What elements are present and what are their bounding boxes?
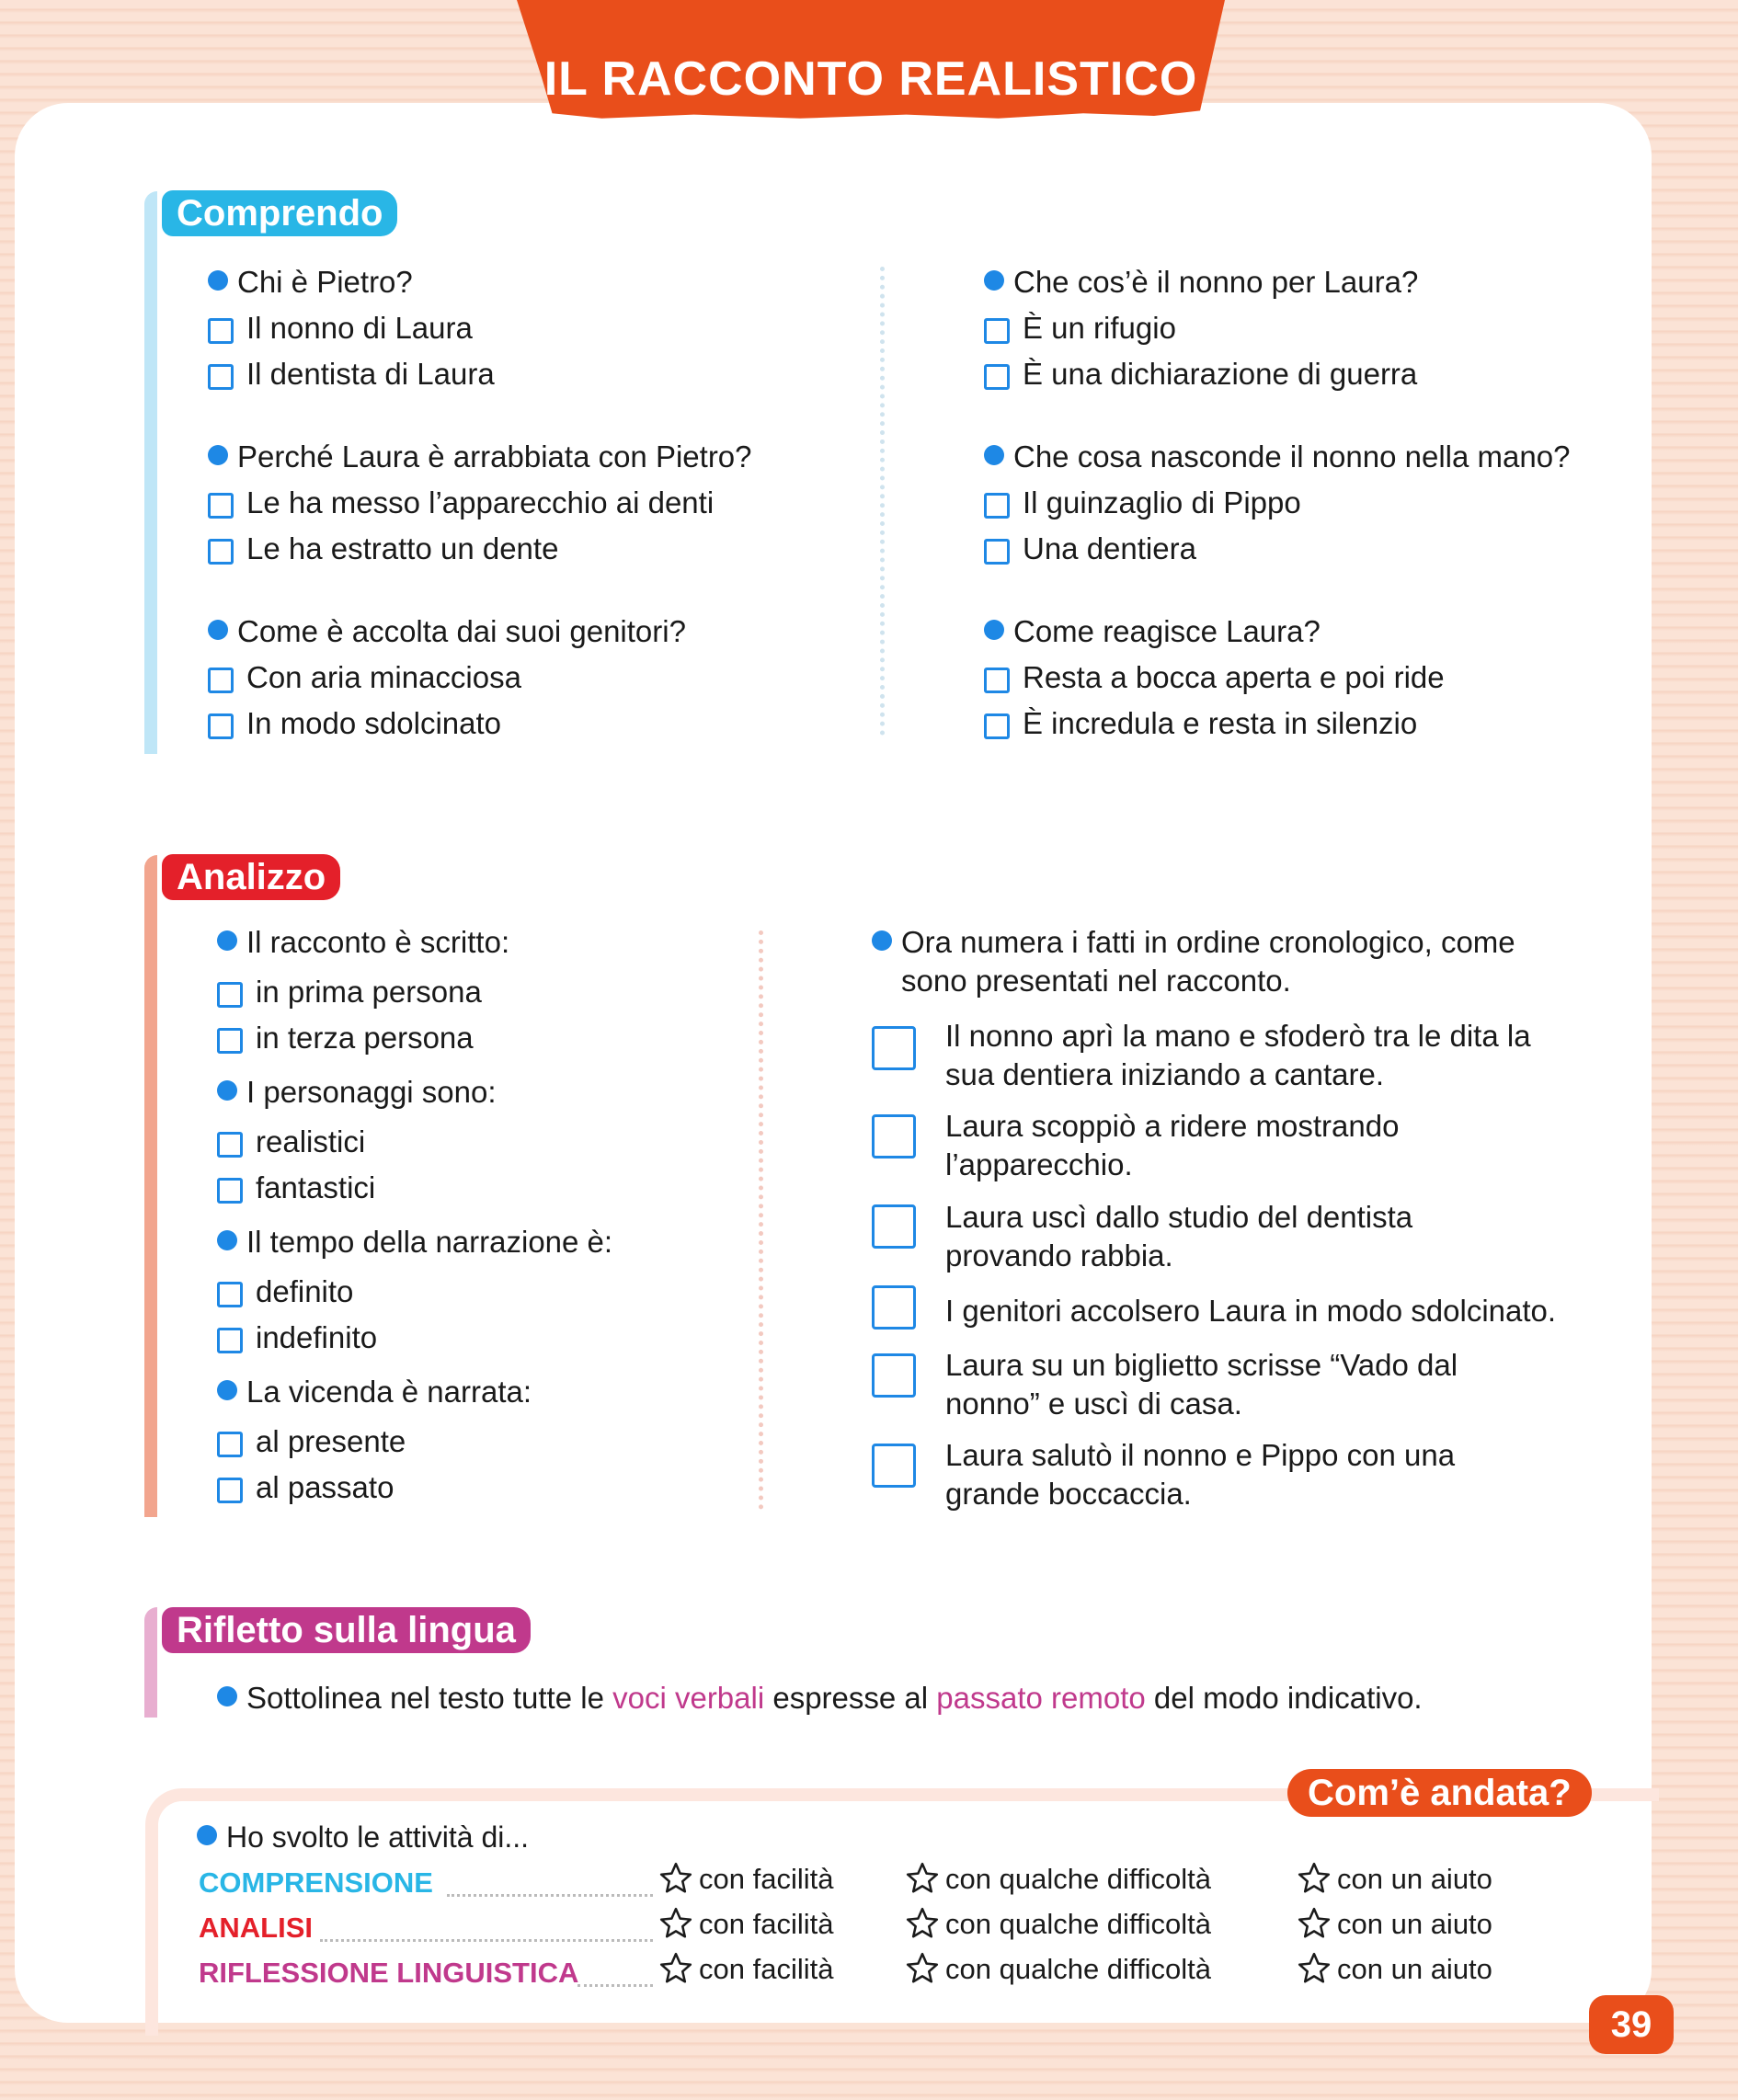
rifletto-tag: Rifletto sulla lingua — [162, 1607, 531, 1653]
order-number-box[interactable] — [872, 1444, 916, 1488]
fact-line: sua dentiera iniziando a cantare. — [945, 1057, 1384, 1091]
comprendo-tag: Comprendo — [162, 190, 397, 236]
instruction-accent: passato remoto — [936, 1681, 1146, 1715]
bullet-icon — [984, 620, 1004, 640]
rifletto-instruction — [217, 1681, 1423, 1716]
order-number-box[interactable] — [872, 1204, 916, 1249]
fact-line: Il nonno aprì la mano e sfoderò tra le dita la — [945, 1019, 1531, 1053]
bullet-icon — [197, 1825, 217, 1845]
rating-option[interactable] — [1297, 1951, 1492, 1993]
answer-option[interactable] — [984, 311, 1176, 346]
fact-line: I genitori accolsero Laura in modo sdolcinato. — [945, 1294, 1557, 1328]
rating-option[interactable] — [1297, 1906, 1492, 1948]
option-label: Le ha messo l’apparecchio ai denti — [246, 485, 715, 519]
category-label: ANALISI — [199, 1912, 313, 1944]
comprendo-bar — [144, 191, 157, 754]
checkbox[interactable] — [984, 364, 1010, 390]
checkbox[interactable] — [984, 668, 1010, 693]
question — [217, 1225, 612, 1260]
rating-label: con qualche difficoltà — [945, 1953, 1211, 1985]
option-label: Resta a bocca aperta e poi ride — [1023, 660, 1445, 694]
instruction-text: espresse al — [764, 1681, 937, 1715]
option-label: Il nonno di Laura — [246, 311, 473, 345]
answer-option[interactable] — [217, 1320, 377, 1355]
answer-option[interactable] — [208, 706, 501, 741]
checkbox[interactable] — [984, 539, 1010, 565]
question — [208, 614, 686, 649]
star-icon[interactable] — [658, 1951, 693, 1993]
fact-text — [945, 1017, 1607, 1094]
rating-label: con un aiuto — [1337, 1863, 1492, 1895]
option-label: È una dichiarazione di guerra — [1023, 357, 1418, 391]
checkbox[interactable] — [217, 982, 243, 1008]
chronology-question-cont: sono presentati nel racconto. — [901, 964, 1291, 998]
rating-option[interactable] — [658, 1906, 833, 1948]
instruction-text: Sottolinea nel testo tutte le — [246, 1681, 613, 1715]
rifletto-bar — [144, 1607, 157, 1718]
checkbox[interactable] — [208, 713, 234, 739]
category-label: COMPRENSIONE — [199, 1866, 433, 1899]
dotted-leader — [577, 1984, 653, 1987]
rating-option[interactable] — [905, 1951, 1211, 1993]
rating-label: con facilità — [699, 1908, 834, 1940]
rating-label: con un aiuto — [1337, 1953, 1492, 1985]
answer-option[interactable] — [984, 660, 1445, 695]
rating-label: con qualche difficoltà — [945, 1908, 1211, 1940]
rating-label: con facilità — [699, 1863, 834, 1895]
fact-line: Laura salutò il nonno e Pippo con una — [945, 1438, 1456, 1472]
analizzo-tag: Analizzo — [162, 854, 340, 900]
option-label: È incredula e resta in silenzio — [1023, 706, 1418, 740]
rating-label: con facilità — [699, 1953, 834, 1985]
answer-option[interactable] — [984, 706, 1417, 741]
instruction-text: del modo indicativo. — [1145, 1681, 1423, 1715]
answer-option[interactable] — [984, 357, 1417, 392]
checkbox[interactable] — [217, 1178, 243, 1204]
checkbox[interactable] — [984, 713, 1010, 739]
star-icon[interactable] — [658, 1906, 693, 1948]
dotted-leader — [447, 1894, 653, 1897]
bullet-icon — [984, 270, 1004, 291]
evaluation-intro: Ho svolto le attività di... — [197, 1820, 529, 1855]
option-label: In modo sdolcinato — [246, 706, 502, 740]
comprendo-divider — [880, 267, 885, 736]
rating-option[interactable] — [658, 1861, 833, 1903]
option-label: in prima persona — [256, 975, 482, 1009]
answer-option[interactable] — [217, 1170, 375, 1205]
answer-option[interactable] — [217, 1021, 474, 1056]
answer-option[interactable] — [217, 1274, 353, 1309]
question — [984, 614, 1321, 649]
checkbox[interactable] — [984, 493, 1010, 519]
option-label: al passato — [256, 1470, 394, 1504]
option-label: definito — [256, 1274, 354, 1308]
question-text: Che cos’è il nonno per Laura? — [1013, 265, 1419, 299]
checkbox[interactable] — [217, 1028, 243, 1054]
star-icon[interactable] — [905, 1906, 940, 1948]
question — [984, 265, 1418, 300]
question-text: I personaggi sono: — [246, 1075, 497, 1109]
bullet-icon — [208, 445, 228, 465]
star-icon[interactable] — [1297, 1951, 1332, 1993]
answer-option[interactable] — [984, 531, 1196, 566]
evaluation-tag: Com’è andata? — [1287, 1769, 1592, 1817]
question-text: Perché Laura è arrabbiata con Pietro? — [237, 439, 752, 474]
chronology-question: Ora numera i fatti in ordine cronologico, come — [872, 925, 1515, 960]
question-text: Il tempo della narrazione è: — [246, 1225, 613, 1259]
checkbox[interactable] — [208, 493, 234, 519]
dotted-leader — [320, 1939, 653, 1942]
checkbox[interactable] — [217, 1432, 243, 1457]
checkbox[interactable] — [217, 1328, 243, 1353]
fact-line: l’apparecchio. — [945, 1147, 1133, 1181]
option-label: Il guinzaglio di Pippo — [1023, 485, 1301, 519]
checkbox[interactable] — [208, 668, 234, 693]
fact-line: nonno” e uscì di casa. — [945, 1387, 1242, 1421]
checkbox[interactable] — [217, 1282, 243, 1307]
bullet-icon — [217, 930, 237, 951]
question — [208, 265, 413, 300]
fact-text — [945, 1346, 1607, 1423]
bullet-icon — [217, 1230, 237, 1250]
question-text: Il racconto è scritto: — [246, 925, 510, 959]
fact-line: provando rabbia. — [945, 1238, 1173, 1273]
bullet-icon — [208, 270, 228, 291]
question-text: Chi è Pietro? — [237, 265, 413, 299]
answer-option[interactable] — [217, 975, 482, 1010]
fact-line: Laura scoppiò a ridere mostrando — [945, 1109, 1400, 1143]
rating-label: con un aiuto — [1337, 1908, 1492, 1940]
question-text: Come reagisce Laura? — [1013, 614, 1321, 648]
analizzo-bar — [144, 855, 157, 1517]
question-text: La vicenda è narrata: — [246, 1375, 532, 1409]
rating-option[interactable] — [905, 1861, 1211, 1903]
option-label: indefinito — [256, 1320, 378, 1354]
option-label: È un rifugio — [1023, 311, 1176, 345]
rating-option[interactable] — [1297, 1861, 1492, 1903]
option-label: realistici — [256, 1124, 366, 1158]
answer-option[interactable] — [984, 485, 1301, 520]
option-label: al presente — [256, 1424, 406, 1458]
rating-option[interactable] — [905, 1906, 1211, 1948]
question — [984, 439, 1570, 474]
star-icon[interactable] — [905, 1861, 940, 1903]
question — [208, 439, 752, 474]
fact-line: Laura uscì dallo studio del dentista — [945, 1200, 1413, 1234]
answer-option[interactable] — [217, 1424, 406, 1459]
bullet-icon — [217, 1380, 237, 1400]
option-label: Le ha estratto un dente — [246, 531, 559, 565]
order-number-box[interactable] — [872, 1114, 916, 1158]
fact-line: Laura su un biglietto scrisse “Vado dal — [945, 1348, 1458, 1382]
rating-option[interactable] — [658, 1951, 833, 1993]
rating-label: con qualche difficoltà — [945, 1863, 1211, 1895]
option-label: in terza persona — [256, 1021, 474, 1055]
option-label: Una dentiera — [1023, 531, 1196, 565]
order-number-box[interactable] — [872, 1285, 916, 1330]
answer-option[interactable] — [208, 357, 495, 392]
bullet-icon — [208, 620, 228, 640]
question-text: Come è accolta dai suoi genitori? — [237, 614, 686, 648]
option-label: Il dentista di Laura — [246, 357, 495, 391]
order-number-box[interactable] — [872, 1026, 916, 1070]
checkbox[interactable] — [984, 318, 1010, 344]
answer-option[interactable] — [208, 485, 714, 520]
page-number: 39 — [1589, 1995, 1674, 2054]
answer-option[interactable] — [208, 311, 473, 346]
analizzo-divider — [759, 930, 763, 1510]
answer-option[interactable] — [217, 1124, 365, 1159]
order-number-box[interactable] — [872, 1353, 916, 1398]
bullet-icon — [217, 1686, 237, 1706]
checkbox[interactable] — [208, 318, 234, 344]
bullet-icon — [217, 1080, 237, 1101]
checkbox[interactable] — [208, 364, 234, 390]
fact-text — [945, 1107, 1607, 1184]
question — [217, 1375, 532, 1410]
bullet-icon — [872, 930, 892, 951]
checkbox[interactable] — [217, 1132, 243, 1158]
fact-text — [945, 1292, 1607, 1330]
page-title: IL RACCONTO REALISTICO — [543, 52, 1198, 106]
fact-text — [945, 1436, 1607, 1513]
question — [217, 1075, 497, 1110]
answer-option[interactable] — [217, 1470, 394, 1505]
question — [217, 925, 509, 960]
answer-option[interactable] — [208, 660, 521, 695]
option-label: fantastici — [256, 1170, 376, 1204]
checkbox[interactable] — [208, 539, 234, 565]
star-icon[interactable] — [905, 1951, 940, 1993]
answer-option[interactable] — [208, 531, 558, 566]
star-icon[interactable] — [1297, 1861, 1332, 1903]
checkbox[interactable] — [217, 1478, 243, 1503]
fact-text — [945, 1198, 1607, 1275]
instruction-accent: voci verbali — [612, 1681, 765, 1715]
bullet-icon — [984, 445, 1004, 465]
fact-line: grande boccaccia. — [945, 1477, 1192, 1511]
category-label: RIFLESSIONE LINGUISTICA — [199, 1957, 579, 1989]
question-text: Che cosa nasconde il nonno nella mano? — [1013, 439, 1571, 474]
star-icon[interactable] — [1297, 1906, 1332, 1948]
star-icon[interactable] — [658, 1861, 693, 1903]
option-label: Con aria minacciosa — [246, 660, 521, 694]
